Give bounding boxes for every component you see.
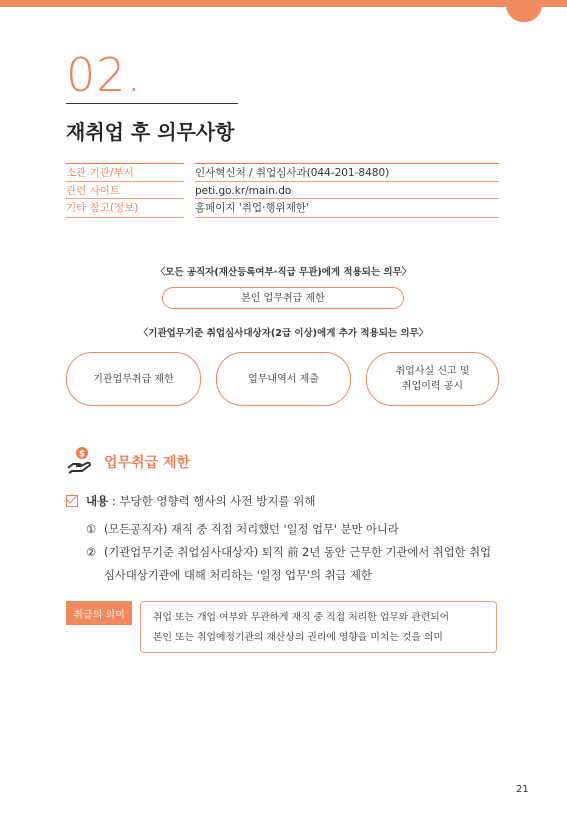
- chapter-divider: [66, 103, 238, 104]
- info-value: 홈페이지 '취업·행위제한': [195, 198, 499, 218]
- item-text: (기관업무기준 취업심사대상자) 퇴직 前 2년 동안 근무한 기관에서 취업한 취업: [104, 546, 492, 559]
- dollar-hand-icon: [66, 446, 94, 478]
- note-tag: 취급의 의미: [66, 601, 132, 625]
- diagram-caption-extra: 〈기관업무기준 취업심사대상자(2급 이상)에게 추가 적용되는 의무〉: [138, 328, 429, 339]
- pill-employment-report: 취업사실 신고 및 취업이력 공시: [366, 352, 499, 406]
- page-number: 21: [516, 784, 529, 795]
- info-table: [66, 163, 499, 217]
- bullet-label: 내용: [86, 494, 109, 508]
- note-line: 본인 또는 취업예정기관의 재산상의 권리에 영향을 미치는 것을 의미: [153, 632, 443, 643]
- section-header: [66, 446, 190, 478]
- list-item: [86, 542, 506, 563]
- info-key: 기타 참고(정보): [66, 198, 184, 218]
- bullet-text: : 부당한 영향력 행사의 사전 방지를 위해: [108, 494, 316, 508]
- item-text: (모든공직자) 재직 중 직접 처리했던 '일정 업무' 분만 아니라: [104, 523, 399, 536]
- info-key: 관련 사이트: [66, 181, 184, 200]
- chapter-number: 02.: [66, 48, 143, 102]
- note-box: [140, 601, 497, 653]
- info-key: 소관 기관/부서: [66, 163, 184, 182]
- item-text: 심사대상기관에 대해 처리하는 '일정 업무'의 취급 제한: [104, 569, 372, 582]
- list-item-continuation: [86, 565, 506, 586]
- section-title: 업무취급 제한: [104, 455, 191, 471]
- info-value: 인사혁신처 / 취업심사과(044-201-8480): [195, 163, 499, 182]
- top-accent-tab: [506, 5, 542, 22]
- top-accent-bar: [0, 0, 567, 7]
- note-line: 취업 또는 개업 여부와 무관하게 재직 중 직접 처리한 업무와 관련되어: [153, 612, 450, 623]
- chapter-title: 재취업 후 의무사항: [66, 120, 235, 144]
- info-row: [66, 163, 499, 181]
- info-value-site-link[interactable]: peti.go.kr/main.do: [195, 181, 499, 200]
- svg-text:$: $: [78, 449, 86, 460]
- content-bullet: [66, 493, 315, 509]
- info-row: [66, 199, 499, 217]
- list-item: [86, 519, 506, 540]
- pill-work-report-submission: 업무내역서 제출: [216, 352, 351, 406]
- checkbox-icon: [66, 495, 78, 507]
- info-row: [66, 181, 499, 199]
- pill-self-work-restriction: 본인 업무취급 제한: [162, 287, 404, 309]
- pill-agency-work-restriction: 기관업무취급 제한: [66, 352, 201, 406]
- item-number: ①: [86, 523, 97, 536]
- item-number: ②: [86, 546, 97, 559]
- diagram-caption-all: 〈모든 공직자(재산등록여부·직급 무관)에게 적용되는 의무〉: [155, 267, 412, 278]
